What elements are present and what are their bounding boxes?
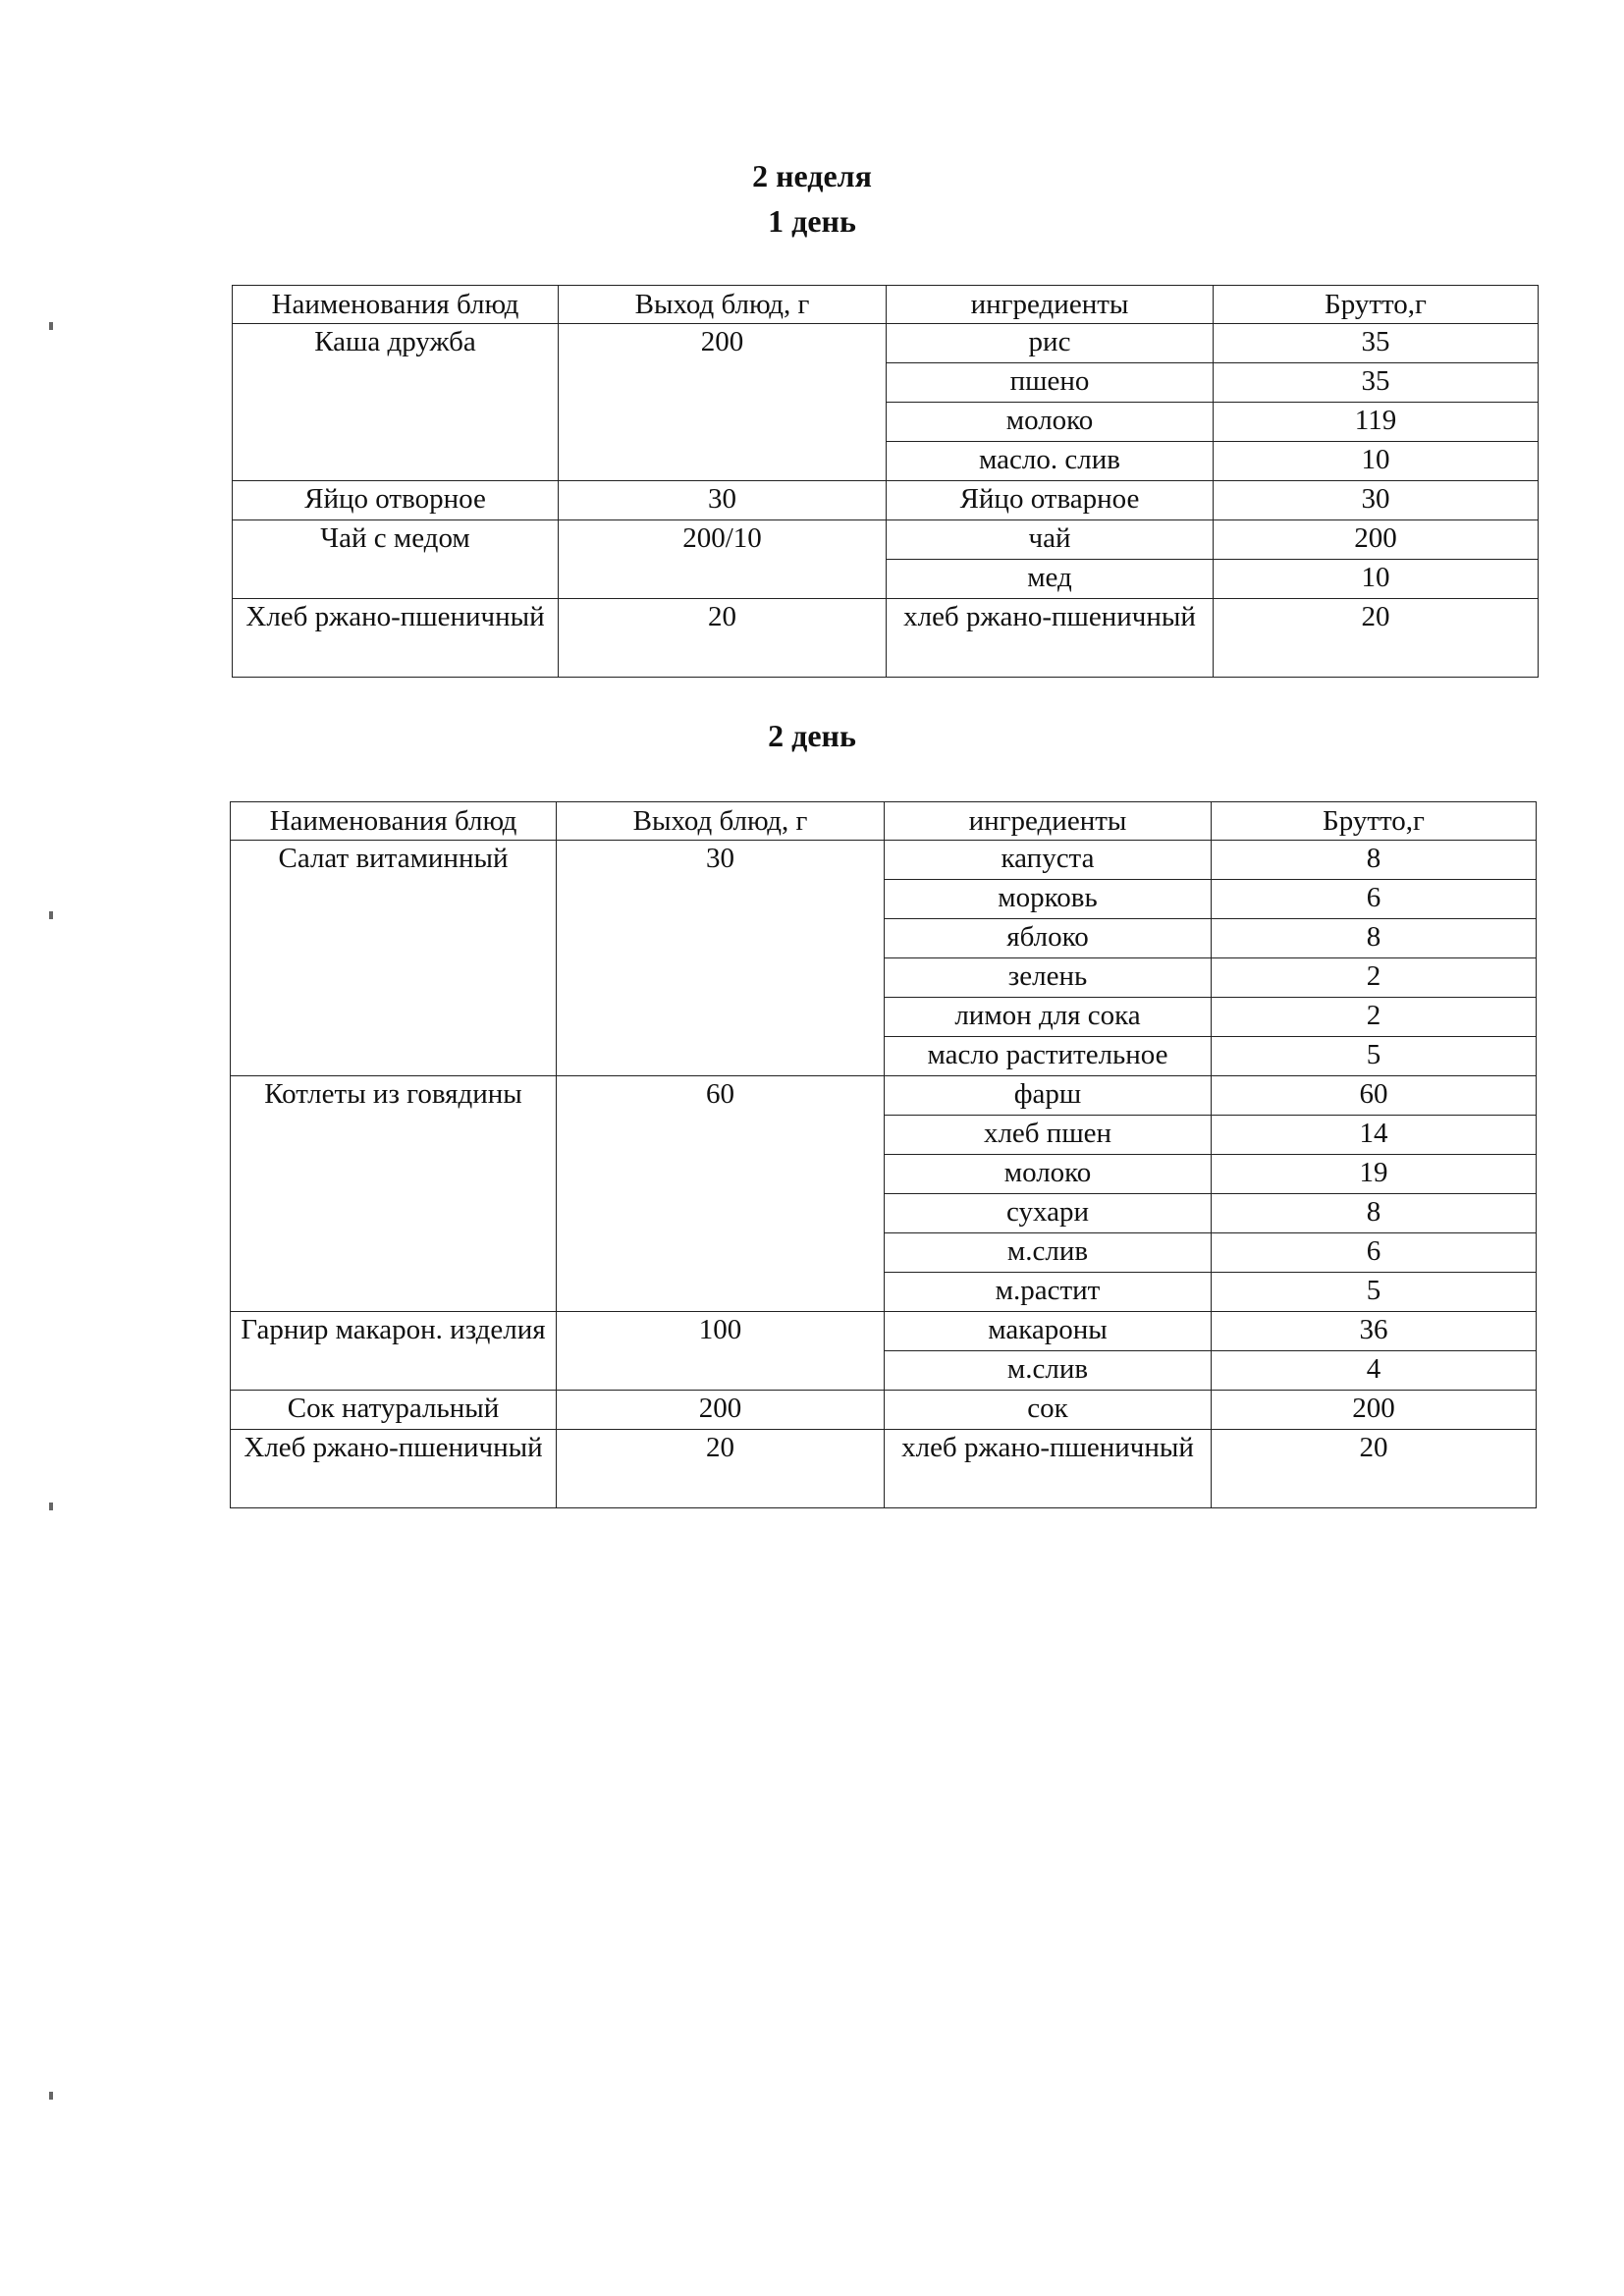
table-row: [233, 481, 1539, 520]
table-row: [231, 841, 1537, 880]
column-header-ingredient: ингредиенты: [885, 802, 1212, 841]
ingredient-gross: 119: [1214, 403, 1539, 442]
dish-name: Гарнир макарон. изделия: [231, 1312, 557, 1391]
table-row: [231, 1391, 1537, 1430]
dish-name: Салат витаминный: [231, 841, 557, 1076]
ingredient-gross: 8: [1212, 1194, 1537, 1233]
ingredient-name: масло. слив: [887, 442, 1214, 481]
scan-mark: [49, 322, 53, 330]
ingredient-name: морковь: [885, 880, 1212, 919]
dish-name: Котлеты из говядины: [231, 1076, 557, 1312]
ingredient-name: макароны: [885, 1312, 1212, 1351]
ingredient-gross: 19: [1212, 1155, 1537, 1194]
dish-yield: 20: [557, 1430, 885, 1508]
ingredient-name: зелень: [885, 958, 1212, 998]
table-row: [233, 324, 1539, 363]
ingredient-gross: 2: [1212, 998, 1537, 1037]
column-header-dish: Наименования блюд: [231, 802, 557, 841]
ingredient-gross: 5: [1212, 1037, 1537, 1076]
dish-name: Хлеб ржано-пшеничный: [233, 599, 559, 678]
ingredient-gross: 35: [1214, 363, 1539, 403]
day1-title: 1 день: [768, 203, 856, 239]
dish-name: Яйцо отворное: [233, 481, 559, 520]
dish-yield: 20: [559, 599, 887, 678]
ingredient-gross: 200: [1212, 1391, 1537, 1430]
ingredient-name: чай: [887, 520, 1214, 560]
week-title: 2 неделя: [752, 158, 872, 193]
ingredient-name: фарш: [885, 1076, 1212, 1116]
dish-name: Чай с медом: [233, 520, 559, 599]
table-row: [231, 1076, 1537, 1116]
ingredient-name: хлеб ржано-пшеничный: [887, 599, 1214, 678]
table-header-row: [233, 286, 1539, 324]
ingredient-name: рис: [887, 324, 1214, 363]
ingredient-name: молоко: [887, 403, 1214, 442]
ingredient-gross: 10: [1214, 442, 1539, 481]
ingredient-name: хлеб ржано-пшеничный: [885, 1430, 1212, 1508]
table-row: [233, 520, 1539, 560]
scan-mark: [49, 2092, 53, 2100]
column-header-ingredient: ингредиенты: [887, 286, 1214, 324]
dish-name: Хлеб ржано-пшеничный: [231, 1430, 557, 1508]
ingredient-name: м.слив: [885, 1351, 1212, 1391]
ingredient-gross: 4: [1212, 1351, 1537, 1391]
dish-yield: 100: [557, 1312, 885, 1391]
ingredient-name: сухари: [885, 1194, 1212, 1233]
ingredient-name: м.растит: [885, 1273, 1212, 1312]
column-header-yield: Выход блюд, г: [559, 286, 887, 324]
column-header-gross: Брутто,г: [1212, 802, 1537, 841]
ingredient-gross: 30: [1214, 481, 1539, 520]
ingredient-gross: 20: [1212, 1430, 1537, 1508]
ingredient-gross: 60: [1212, 1076, 1537, 1116]
ingredient-name: капуста: [885, 841, 1212, 880]
ingredient-gross: 35: [1214, 324, 1539, 363]
day2-menu-table: [230, 801, 1537, 1508]
dish-name: Сок натуральный: [231, 1391, 557, 1430]
ingredient-gross: 14: [1212, 1116, 1537, 1155]
dish-yield: 30: [559, 481, 887, 520]
ingredient-gross: 8: [1212, 841, 1537, 880]
ingredient-name: молоко: [885, 1155, 1212, 1194]
ingredient-name: хлеб пшен: [885, 1116, 1212, 1155]
day1-menu-table: [232, 285, 1539, 678]
ingredient-gross: 6: [1212, 880, 1537, 919]
ingredient-name: лимон для сока: [885, 998, 1212, 1037]
ingredient-gross: 8: [1212, 919, 1537, 958]
ingredient-gross: 36: [1212, 1312, 1537, 1351]
table-row: [231, 1430, 1537, 1508]
scan-mark: [49, 911, 53, 919]
dish-yield: 200: [557, 1391, 885, 1430]
dish-yield: 30: [557, 841, 885, 1076]
dish-yield: 200/10: [559, 520, 887, 599]
column-header-dish: Наименования блюд: [233, 286, 559, 324]
ingredient-gross: 10: [1214, 560, 1539, 599]
ingredient-name: пшено: [887, 363, 1214, 403]
dish-yield: 60: [557, 1076, 885, 1312]
ingredient-name: мед: [887, 560, 1214, 599]
table-row: [233, 599, 1539, 678]
ingredient-gross: 200: [1214, 520, 1539, 560]
ingredient-name: Яйцо отварное: [887, 481, 1214, 520]
ingredient-name: яблоко: [885, 919, 1212, 958]
ingredient-gross: 5: [1212, 1273, 1537, 1312]
ingredient-gross: 20: [1214, 599, 1539, 678]
table-row: [231, 1312, 1537, 1351]
table-header-row: [231, 802, 1537, 841]
dish-name: Каша дружба: [233, 324, 559, 481]
ingredient-name: м.слив: [885, 1233, 1212, 1273]
ingredient-name: сок: [885, 1391, 1212, 1430]
dish-yield: 200: [559, 324, 887, 481]
day2-title: 2 день: [768, 718, 856, 753]
column-header-yield: Выход блюд, г: [557, 802, 885, 841]
ingredient-gross: 6: [1212, 1233, 1537, 1273]
column-header-gross: Брутто,г: [1214, 286, 1539, 324]
ingredient-name: масло растительное: [885, 1037, 1212, 1076]
scan-mark: [49, 1503, 53, 1510]
ingredient-gross: 2: [1212, 958, 1537, 998]
